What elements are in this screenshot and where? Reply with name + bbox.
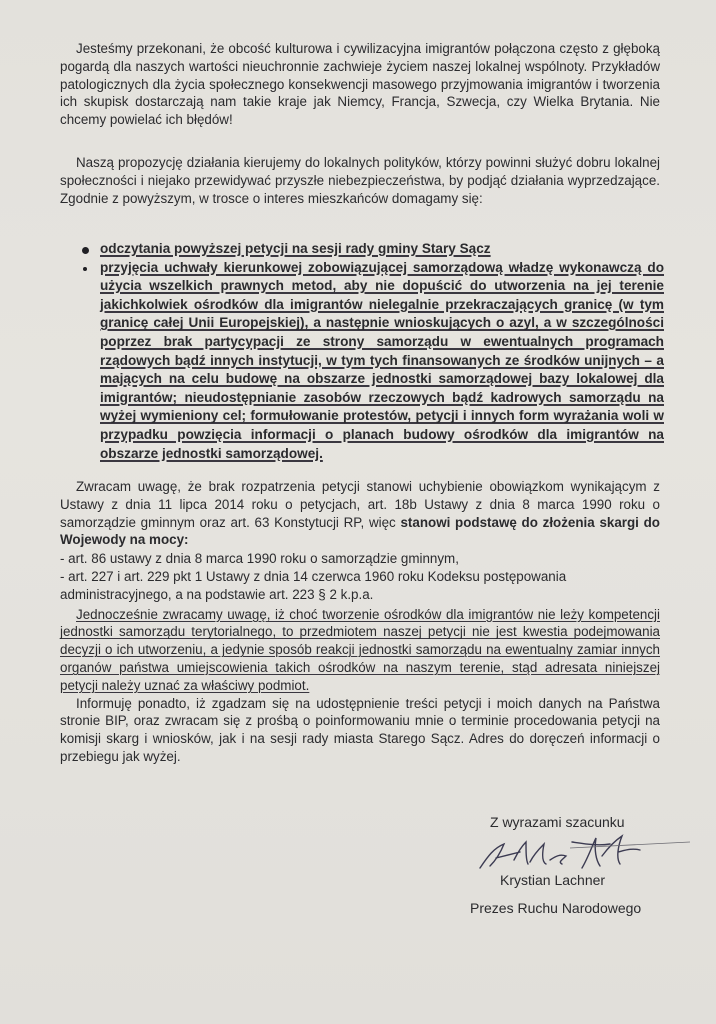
signatory-role: Prezes Ruchu Narodowego (470, 900, 642, 916)
legal-basis-item: - art. 86 ustawy z dnia 8 marca 1990 roku o samorządzie gminnym, (60, 551, 459, 567)
notice-section (60, 478, 660, 766)
signatory-name: Krystian Lachner (500, 872, 606, 888)
jurisdiction-text: Jednocześnie zwracamy uwagę, iż choć tworzenie ośrodków dla imigrantów nie leży kompetencji jednostki samorządu terytorialnego, to przedmiotem naszej petycji nie jest kwestia podejmowania decyzji o ich utworzeniu, a jedynie sposób reakcji jednostki samorządu na ewentualny zamiar innych organów państwa umiejscowienia takich ośrodków na naszym terenie, stąd adresata niniejszej petycji należy uznać za właściwy podmiot. (60, 606, 660, 693)
demand-text: przyjęcia uchwały kierunkowej zobowiązującej samorządową władzę wykonawczą do użycia wszelkich prawnych metod, aby nie dopuścić do utworzenia na jej terenie jakichkolwiek ośrodków dla imigrantów nielegalnie przekraczających granicę (w tym granicę całej Unii Europejskiej), a następnie wnioskujących o azyl, a w szczególności poprzez brak partycypacji ze strony samorządu w ewentualnych programach rządowych bądź innych instytucji, w tym tych finansowanych ze środków unijnych – a mających na celu budowę na obszarze jednostki samorządowej bazy lokalowej dla imigrantów; nieudostępnianie zasobów rzeczowych bądź kadrowych samorządu na wyżej wymieniony cel; formułowanie protestów, petycji i innych form wyrażania woli w przypadku powzięcia informacji o planach budowy ośrodków dla imigrantów na obszarze jednostki samorządowej. (100, 259, 664, 461)
proposal-paragraph: Naszą propozycję działania kierujemy do lokalnych polityków, którzy powinni służyć dobru lokalnej społeczności i niejako przewidywać przyszłe niebezpieczeństwa, by podjąć działania wyprzedzające. Zgodnie z powyższym, w trosce o interes mieszkańców domagamy się: (60, 155, 660, 206)
demands-list (82, 240, 664, 463)
handwritten-signature (470, 830, 700, 874)
demand-text: odczytania powyższej petycji na sesji rady gminy Stary Sącz (100, 241, 491, 256)
closing-regards: Z wyrazami szacunku (490, 814, 625, 830)
jurisdiction-paragraph (60, 606, 660, 695)
notice-bold-text: stanowi podstawę do złożenia skargi do Wojewody na mocy: (60, 514, 660, 548)
proposal-section (60, 154, 660, 207)
demand-item (82, 259, 664, 464)
demand-item (82, 240, 664, 259)
intro-section (60, 40, 660, 129)
consent-paragraph: Informuję ponadto, iż zgadzam się na udostępnienie treści petycji i moich danych na Państwa stronie BIP, oraz zwracam się z prośbą o poinformowaniu mnie o terminie procedowania petycji na komisji skarg i wniosków, jak i na sesji rady miasta Starego Sącz. Adres do doręczeń informacji o przebiegu jak wyżej. (60, 695, 660, 764)
intro-paragraph: Jesteśmy przekonani, że obcość kulturowa i cywilizacyjna imigrantów połączona często z głęboką pogardą dla naszych wartości nieuchronnie zachwieje życiem naszej lokalnej wspólnoty. Przykładów patologicznych dla życia społecznego konsekwencji masowego przyjmowania imigrantów i tworzenia ich skupisk dostarczają nam takie kraje jak Niemcy, Francja, Szwecja, czy Wielka Brytania. Nie chcemy powielać ich błędów! (60, 41, 660, 128)
notice-text: Zwracam uwagę, że brak rozpatrzenia petycji stanowi uchybienie obowiązkom wynikającym z Ustawy z dnia 11 lipca 2014 roku o petycjach, art. 18b Ustawy z dnia 8 marca 1990 roku o samorządzie gminnym oraz art. 63 Konstytucji RP, więc (60, 479, 660, 530)
legal-basis-item: - art. 227 i art. 229 pkt 1 Ustawy z dnia 14 czerwca 1960 roku Kodeksu postępowania administracyjnego, a na podstawie art. 223 § 2 k.p.a. (60, 568, 567, 602)
notice-paragraph (60, 478, 660, 549)
legal-basis-list (60, 550, 660, 603)
